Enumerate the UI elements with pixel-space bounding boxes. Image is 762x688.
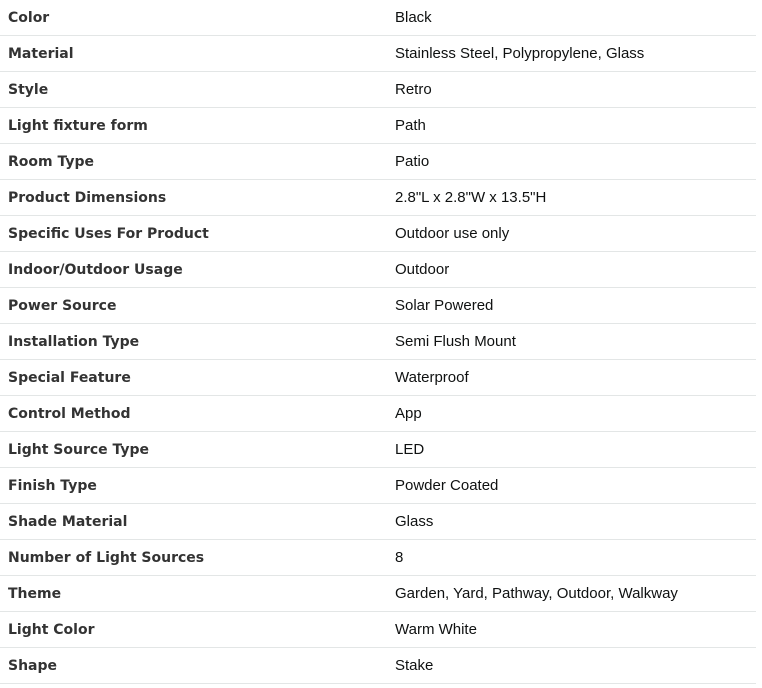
spec-row-installation-type <box>0 324 756 360</box>
spec-value: Outdoor <box>395 252 756 288</box>
spec-row-room-type <box>0 144 756 180</box>
spec-label: Light Source Type <box>0 432 395 468</box>
spec-label: Indoor/Outdoor Usage <box>0 252 395 288</box>
spec-label: Specific Uses For Product <box>0 216 395 252</box>
spec-label: Number of Light Sources <box>0 540 395 576</box>
spec-row-material <box>0 36 756 72</box>
spec-label: Theme <box>0 576 395 612</box>
spec-value: Stake <box>395 648 756 684</box>
spec-value: Glass <box>395 504 756 540</box>
spec-label: Special Feature <box>0 360 395 396</box>
spec-label: Product Dimensions <box>0 180 395 216</box>
spec-value: Path <box>395 108 756 144</box>
spec-label: Shade Material <box>0 504 395 540</box>
spec-row-number-of-light-sources <box>0 540 756 576</box>
spec-value: Solar Powered <box>395 288 756 324</box>
spec-row-indoor-outdoor-usage <box>0 252 756 288</box>
spec-value: Outdoor use only <box>395 216 756 252</box>
spec-value: Garden, Yard, Pathway, Outdoor, Walkway <box>395 576 756 612</box>
spec-row-product-dimensions <box>0 180 756 216</box>
spec-label: Style <box>0 72 395 108</box>
spec-row-shade-material <box>0 504 756 540</box>
spec-label: Material <box>0 36 395 72</box>
spec-label: Power Source <box>0 288 395 324</box>
spec-value: Waterproof <box>395 360 756 396</box>
spec-row-specific-uses <box>0 216 756 252</box>
spec-row-light-color <box>0 612 756 648</box>
spec-value: Stainless Steel, Polypropylene, Glass <box>395 36 756 72</box>
spec-label: Installation Type <box>0 324 395 360</box>
spec-value: Semi Flush Mount <box>395 324 756 360</box>
spec-label: Light fixture form <box>0 108 395 144</box>
spec-label: Shape <box>0 648 395 684</box>
spec-row-light-source-type <box>0 432 756 468</box>
spec-value: Patio <box>395 144 756 180</box>
spec-row-power-source <box>0 288 756 324</box>
spec-row-style <box>0 72 756 108</box>
spec-label: Finish Type <box>0 468 395 504</box>
spec-value: Black <box>395 0 756 36</box>
spec-value: 2.8"L x 2.8"W x 13.5"H <box>395 180 756 216</box>
spec-value: Retro <box>395 72 756 108</box>
spec-row-control-method <box>0 396 756 432</box>
spec-value: App <box>395 396 756 432</box>
spec-row-color <box>0 0 756 36</box>
spec-row-finish-type <box>0 468 756 504</box>
spec-value: 8 <box>395 540 756 576</box>
spec-label: Color <box>0 0 395 36</box>
spec-row-light-fixture-form <box>0 108 756 144</box>
spec-value: Warm White <box>395 612 756 648</box>
spec-row-shape <box>0 648 756 684</box>
spec-row-special-feature <box>0 360 756 396</box>
spec-label: Control Method <box>0 396 395 432</box>
spec-value: LED <box>395 432 756 468</box>
spec-value: Powder Coated <box>395 468 756 504</box>
spec-label: Room Type <box>0 144 395 180</box>
spec-label: Light Color <box>0 612 395 648</box>
spec-row-theme <box>0 576 756 612</box>
